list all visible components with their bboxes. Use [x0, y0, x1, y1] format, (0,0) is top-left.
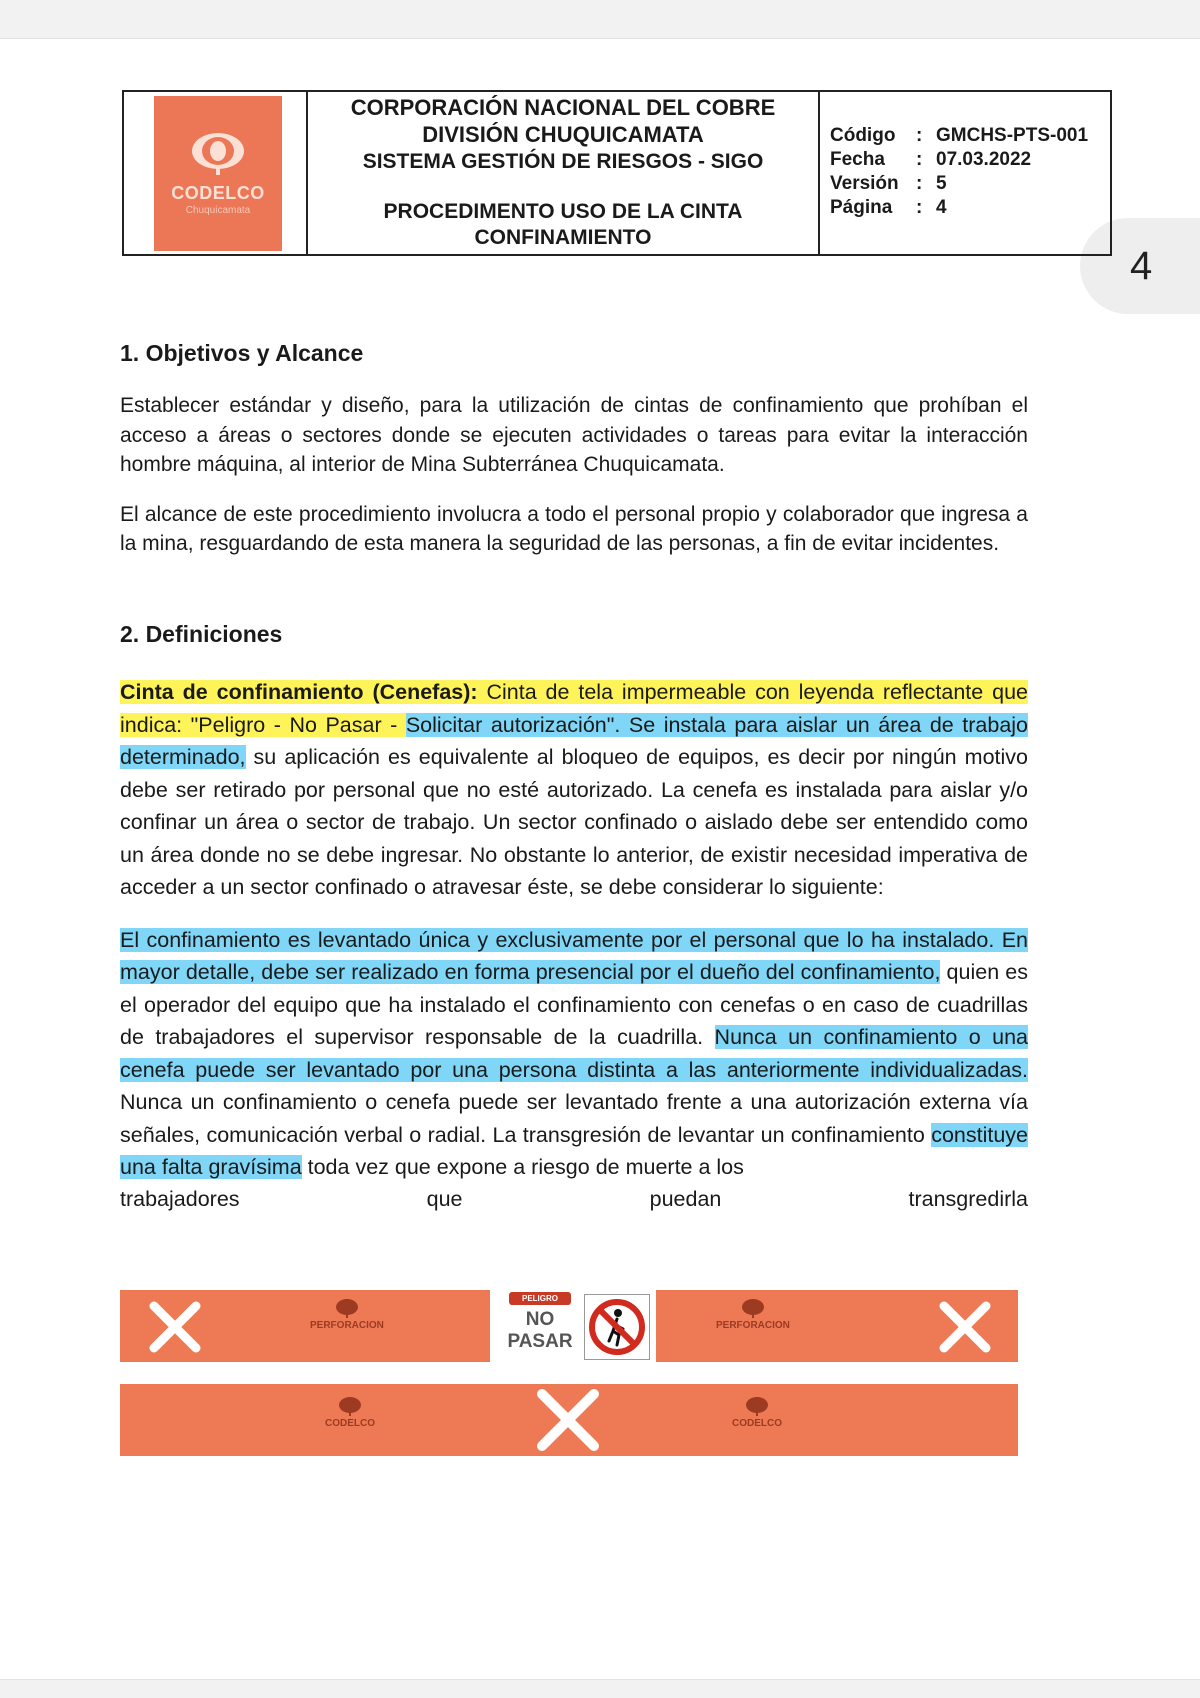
- rules-text-2: Nunca un confinamiento o cenefa puede ser levantado frente a una autorización externa vía señales, comunicación verbal o radial. La transgresión de levantar un confinamiento: [120, 1090, 1028, 1147]
- meta-fecha: Fecha : 07.03.2022: [830, 149, 1032, 170]
- tape-segment-left: [120, 1290, 490, 1362]
- codelco-emblem-icon: [337, 1396, 363, 1416]
- section-1: [120, 340, 1028, 559]
- rules-highlight-3: constituye una falta gravísima: [120, 1122, 1028, 1179]
- x-mark-icon: [938, 1300, 992, 1354]
- logo-brand: CODELCO: [171, 183, 265, 203]
- division-name: DIVISIÓN CHUQUICAMATA: [422, 122, 704, 147]
- section-1-heading: 1. Objetivos y Alcance: [120, 340, 364, 366]
- section-1-paragraph-1: Establecer estándar y diseño, para la utilización de cintas de confinamiento que prohíban el acceso a áreas o sectores donde se ejecuten actividades o tareas para evitar la interacción hombre máquina, al interior de Mina Subterránea Chuquicamata.: [120, 394, 1028, 476]
- no-pasar-label: PELIGRO NO PASAR: [507, 1294, 573, 1352]
- tape-segment-right: [656, 1290, 1018, 1362]
- meta-pagina: Página : 4: [830, 197, 947, 218]
- logo-sub: Chuquicamata: [185, 205, 251, 216]
- rules-text-3: toda vez que expone a riesgo de muerte a los: [301, 1155, 744, 1179]
- definition-yellow-highlight: Cinta de tela impermeable con leyenda reflectante que indica: "Peligro - No Pasar -: [120, 680, 1029, 737]
- logo-cell: [124, 92, 308, 254]
- no-pedestrian-icon: [585, 1295, 649, 1359]
- tape2-logo-right: CODELCO: [732, 1396, 782, 1429]
- definition-text: su aplicación es equivalente al bloqueo de equipos, es decir por ningún motivo debe ser retirado por personal que no esté autorizado. La cenefa es instalada para aislar y/o confinar un área o sector de trabajo. Un sector confinado o aislado debe ser entendido como un área donde no se debe ingresar. No obstante lo anterior, de existir necesidad imperativa de acceder a un sector confinado o atravesar éste, se debe considerar lo siguiente:: [120, 745, 1028, 899]
- header-title-cell: [308, 92, 820, 254]
- document-header: [122, 90, 1112, 256]
- definition-term: Cinta de confinamiento (Cenefas):: [120, 680, 478, 704]
- procedure-title: [308, 199, 818, 251]
- codelco-emblem-icon: [187, 131, 249, 177]
- x-mark-icon: [148, 1300, 202, 1354]
- x-mark-icon: [534, 1388, 602, 1452]
- page-number-badge[interactable]: 4: [1080, 218, 1200, 314]
- codelco-emblem-icon: [334, 1298, 360, 1318]
- section-1-paragraph-2: El alcance de este procedimiento involucra a todo el personal propio y colaborador que ingresa a la mina, resguardando de esta manera la seguridad de las personas, a fin de evitar incidentes.: [120, 502, 1028, 555]
- section-2-heading: 2. Definiciones: [120, 621, 283, 647]
- procedure-title-line1: PROCEDIMENTO USO DE LA CINTA: [383, 200, 743, 223]
- tape-logo-left: PERFORACION: [310, 1298, 384, 1331]
- rules-highlight-2: Nunca un confinamiento o una cenefa puede ser levantado por una persona distinta a las anteriormente individualizadas.: [120, 1025, 1028, 1082]
- rules-text-1: quien es el operador del equipo que ha instalado el confinamiento con cenefas o en caso de cuadrillas de trabajadores el supervisor responsable de la cuadrilla.: [120, 960, 1028, 1049]
- meta-version: Versión : 5: [830, 173, 947, 194]
- tape-sample-codelco: [120, 1384, 1018, 1456]
- no-pedestrian-sign: [584, 1294, 650, 1360]
- rules-last-line: trabajadores que puedan transgredirla: [120, 1186, 1028, 1211]
- tape2-logo-left: CODELCO: [325, 1396, 375, 1429]
- tape-sample-perforacion: [120, 1290, 1018, 1362]
- codelco-logo: [154, 96, 282, 251]
- system-name: SISTEMA GESTIÓN DE RIESGOS - SIGO: [362, 150, 764, 173]
- codelco-emblem-icon: [740, 1298, 766, 1318]
- definition-blue-highlight: Solicitar autorización". Se instala para aislar un área de trabajo determinado,: [120, 712, 1029, 769]
- rules-highlight-1: El confinamiento es levantado única y exclusivamente por el personal que lo ha instalado. En mayor detalle, debe ser realizado en forma presencial por el dueño del confinamiento,: [120, 927, 1028, 984]
- procedure-title-line2: CONFINAMIENTO: [474, 226, 652, 249]
- rules-paragraph: [120, 924, 1028, 1184]
- header-meta-cell: [820, 92, 1110, 254]
- definition-paragraph: [120, 676, 1028, 904]
- corp-name: CORPORACIÓN NACIONAL DEL COBRE: [350, 95, 776, 120]
- section-2: [120, 621, 1028, 1214]
- tape-logo-right: PERFORACION: [716, 1298, 790, 1331]
- meta-codigo: Código : GMCHS-PTS-001: [830, 125, 1089, 146]
- codelco-emblem-icon: [744, 1396, 770, 1416]
